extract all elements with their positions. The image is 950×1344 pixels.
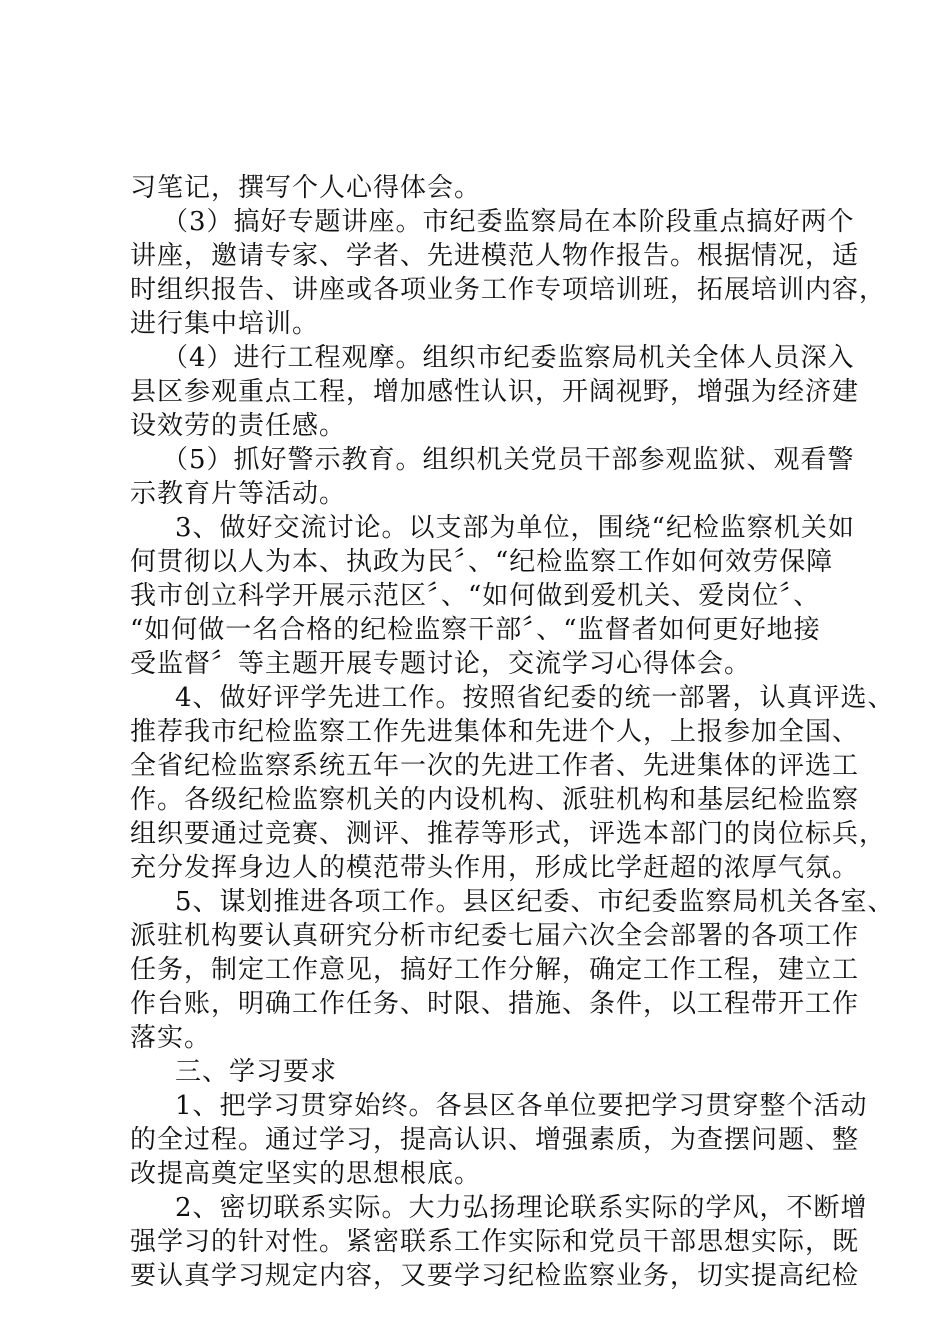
text-line: （4）进行工程观摩。组织市纪委监察局机关全体人员深入: [162, 343, 855, 373]
text-line: 派驻机构要认真研究分析市纪委七届六次全会部署的各项工作: [130, 921, 860, 951]
text-line: 1、把学习贯穿始终。各县区各单位要把学习贯穿整个活动: [175, 1091, 868, 1121]
text-line: （3）搞好专题讲座。市纪委监察局在本阶段重点搞好两个: [162, 207, 855, 237]
text-line: 强学习的针对性。紧密联系工作实际和党员干部思想实际，既: [130, 1227, 860, 1257]
text-line: 3、做好交流讨论。以支部为单位，围绕“纪检监察机关如: [175, 513, 855, 543]
text-line: 充分发挥身边人的模范带头作用，形成比学赶超的浓厚气氛。: [130, 853, 860, 883]
text-line: 我市创立科学开展示范区〞、“如何做到爱机关、爱岗位〞、: [130, 581, 821, 611]
text-line: 时组织报告、讲座或各项业务工作专项培训班，拓展培训内容，: [130, 275, 887, 305]
text-line: 作。各级纪检监察机关的内设机构、派驻机构和基层纪检监察: [130, 785, 860, 815]
text-line: （5）抓好警示教育。组织机关党员干部参观监狱、观看警: [162, 445, 855, 475]
text-line: 受监督〞等主题开展专题讨论，交流学习心得体会。: [130, 649, 752, 679]
text-line: 讲座，邀请专家、学者、先进模范人物作报告。根据情况，适: [130, 241, 860, 271]
text-line: 组织要通过竞赛、测评、推荐等形式，评选本部门的岗位标兵，: [130, 819, 887, 849]
text-line: 的全过程。通过学习，提高认识、增强素质，为查摆问题、整: [130, 1125, 860, 1155]
text-line: 全省纪检监察系统五年一次的先进工作者、先进集体的评选工: [130, 751, 860, 781]
text-line: 推荐我市纪检监察工作先进集体和先进个人，上报参加全国、: [130, 717, 860, 747]
text-line: 进行集中培训。: [130, 309, 320, 339]
text-line: 县区参观重点工程，增加感性认识，开阔视野，增强为经济建: [130, 377, 860, 407]
text-line: 要认真学习规定内容，又要学习纪检监察业务，切实提高纪检: [130, 1261, 860, 1291]
text-line: 习笔记，撰写个人心得体会。: [130, 173, 482, 203]
text-line: “如何做一名合格的纪检监察干部〞、“监督者如何更好地接: [130, 615, 821, 645]
text-line: 5、谋划推进各项工作。县区纪委、市纪委监察局机关各室、: [175, 887, 895, 917]
section-heading: 三、学习要求: [175, 1057, 338, 1087]
text-line: 4、做好评学先进工作。按照省纪委的统一部署，认真评选、: [175, 683, 895, 713]
text-line: 示教育片等活动。: [130, 479, 347, 509]
text-line: 2、密切联系实际。大力弘扬理论联系实际的学风，不断增: [175, 1193, 868, 1223]
text-line: 改提高奠定坚实的思想根底。: [130, 1159, 482, 1189]
text-line: 设效劳的责任感。: [130, 411, 347, 441]
text-line: 作台账，明确工作任务、时限、措施、条件，以工程带开工作: [130, 989, 860, 1019]
text-line: 何贯彻以人为本、执政为民〞、“纪检监察工作如何效劳保障: [130, 547, 834, 577]
text-line: 落实。: [130, 1023, 212, 1053]
text-line: 任务，制定工作意见，搞好工作分解，确定工作工程，建立工: [130, 955, 860, 985]
